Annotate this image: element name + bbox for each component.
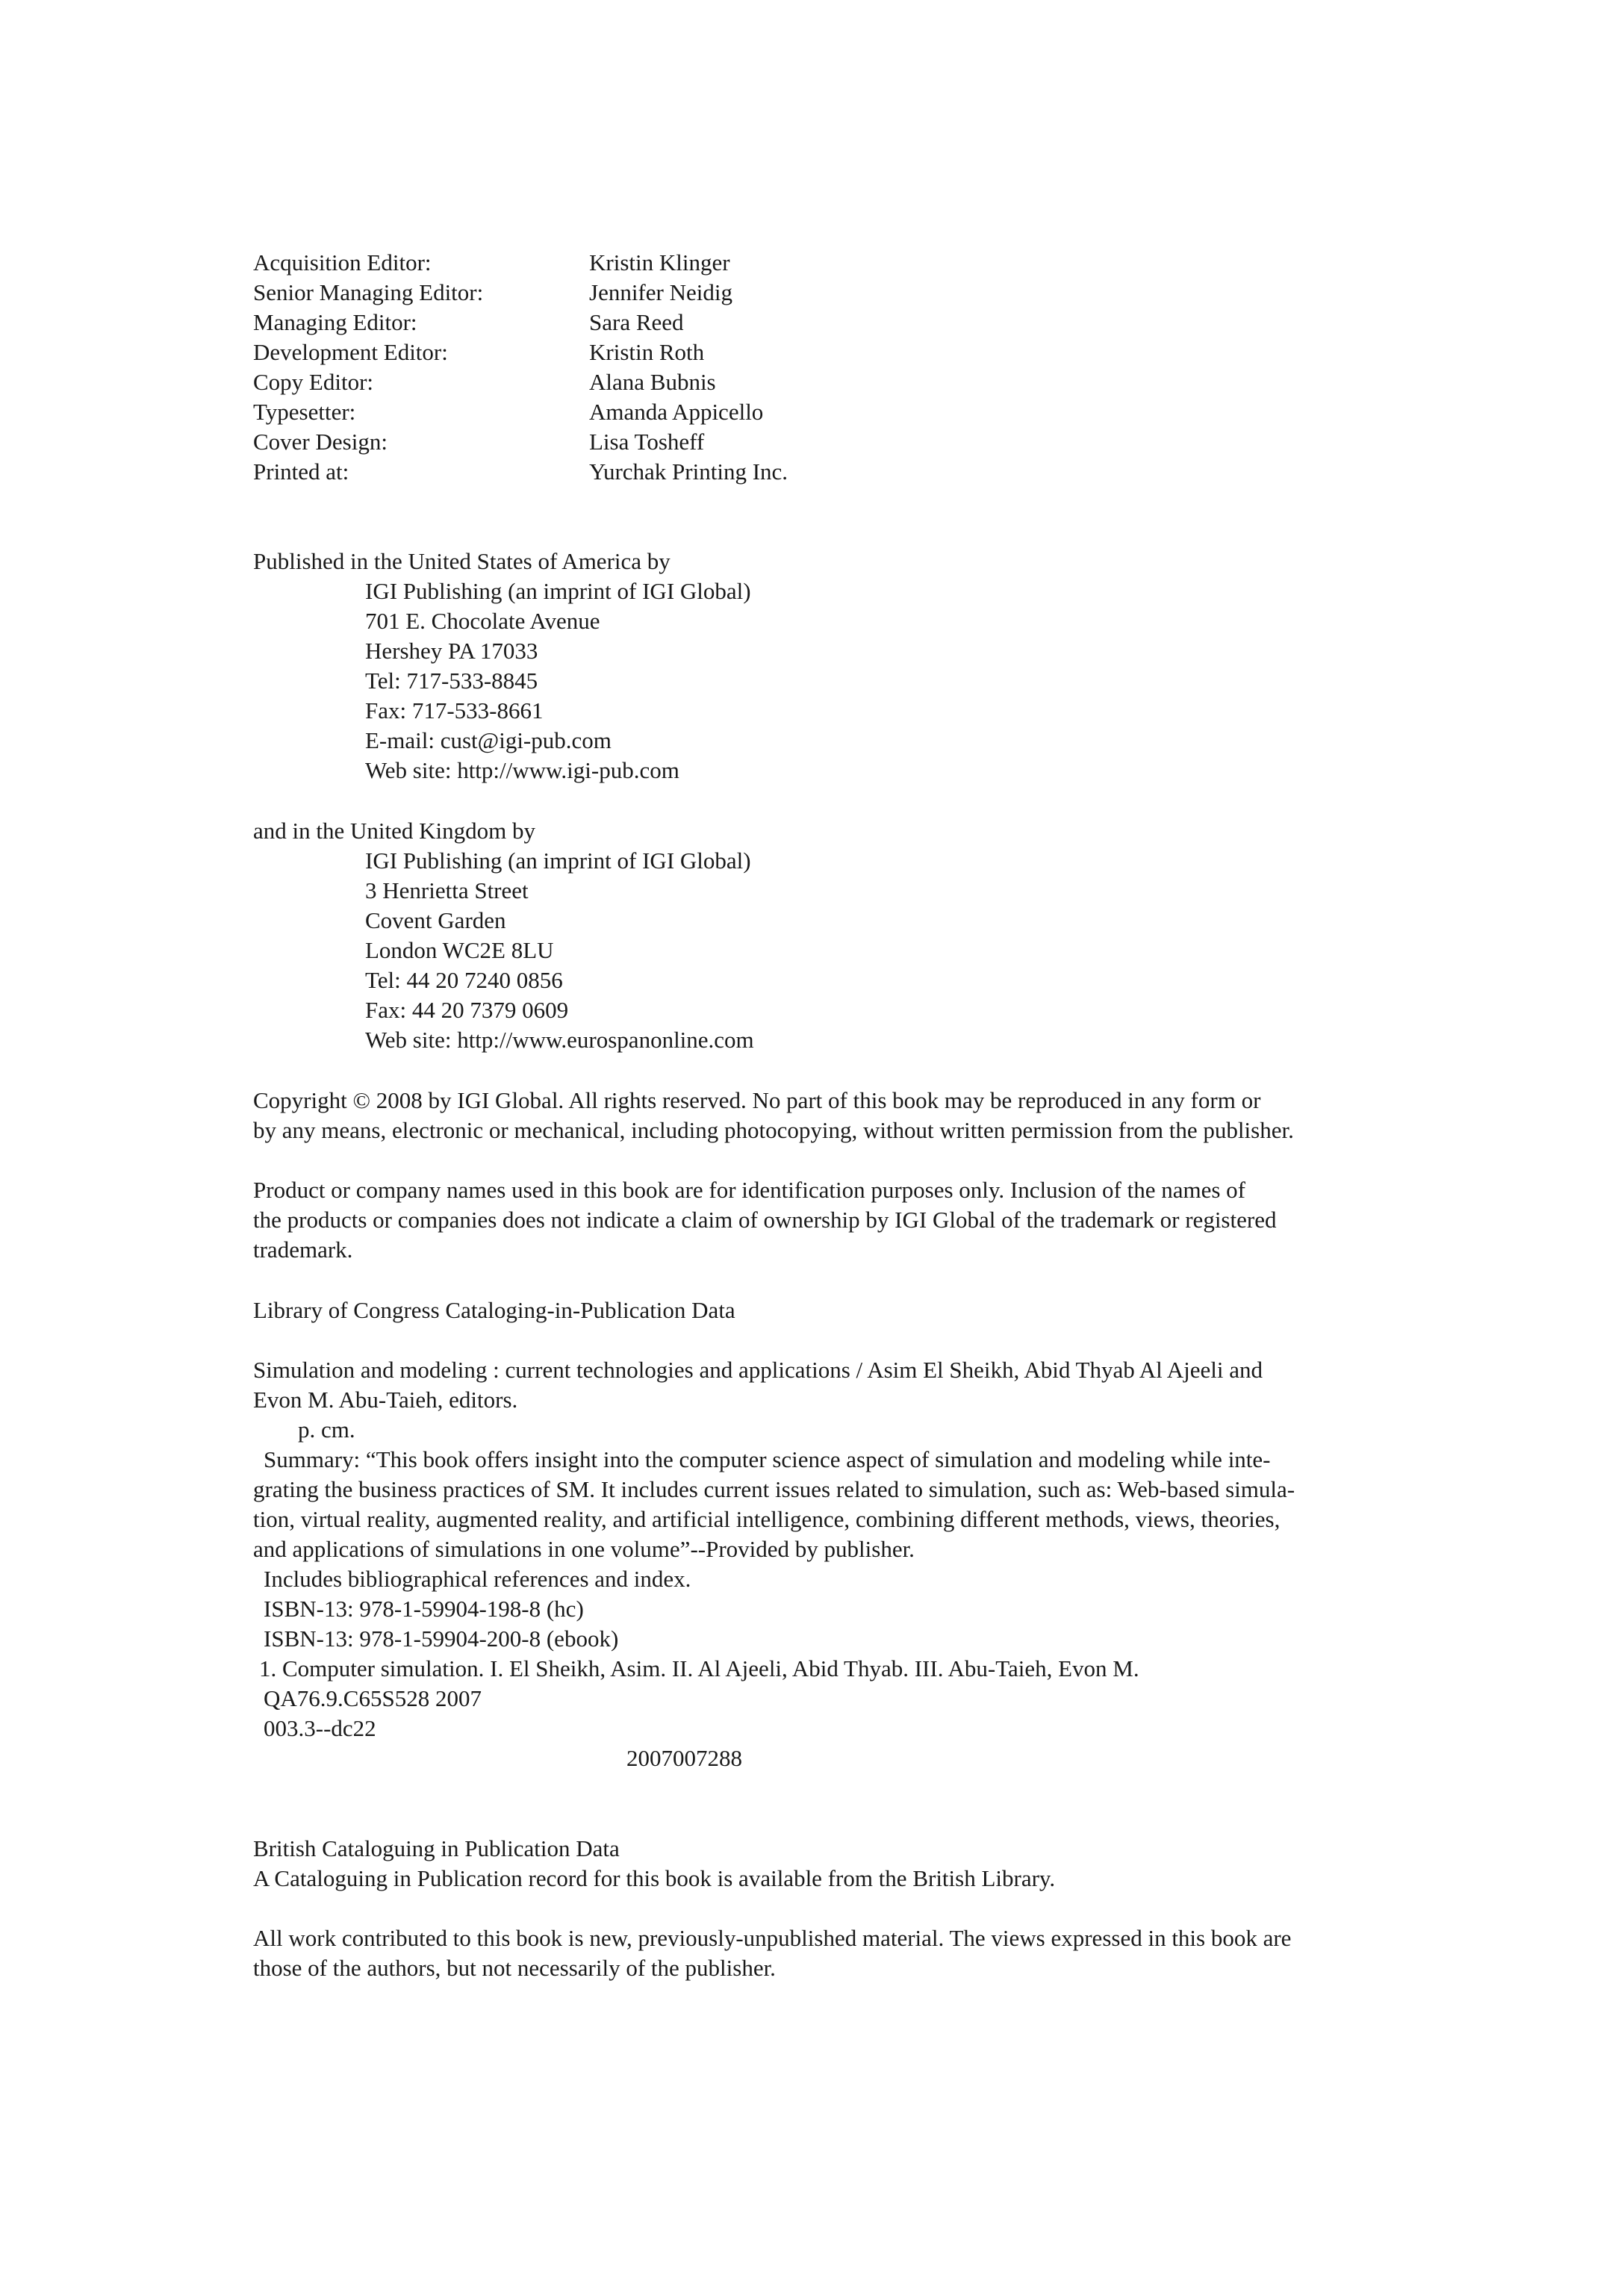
credit-name: Yurchak Printing Inc. [589,458,788,485]
credit-row [253,248,788,278]
cip-lccn: 2007007288 [626,1745,742,1771]
credit-role: Managing Editor: [253,309,417,335]
british-cip-title: British Cataloguing in Publication Data [253,1835,620,1861]
cip-title-line: Simulation and modeling : current technologies and applications / Asim El Sheikh, Abid Thyab Al Ajeeli and [253,1357,1263,1383]
cip-call-number: QA76.9.C65S528 2007 [264,1685,482,1711]
credit-row [253,278,788,308]
british-cip-block [253,1834,1055,1894]
trademark-line: Product or company names used in this book are for identification purposes only. Inclusion of the names of [253,1177,1245,1203]
credit-row [253,457,788,487]
cip-summary-line: grating the business practices of SM. It includes current issues related to simulation, such as: Web-based simula- [253,1476,1295,1502]
cip-biblio: Includes bibliographical references and index. [264,1566,691,1592]
credit-role: Cover Design: [253,429,388,455]
credit-name: Amanda Appicello [589,399,764,425]
credit-name: Jennifer Neidig [589,279,732,305]
us-fax: Fax: 717-533-8661 [365,697,544,724]
us-email: E-mail: cust@igi-pub.com [365,727,612,753]
trademark-line: the products or companies does not indicate a claim of ownership by IGI Global of the trademark or registered [253,1207,1277,1233]
loc-cip-title: Library of Congress Cataloging-in-Publication Data [253,1297,735,1323]
trademark-notice [253,1175,1276,1265]
us-publisher-block [253,547,751,785]
cip-summary-line: tion, virtual reality, augmented reality, and artificial intelligence, combining different methods, views, theories, [253,1506,1281,1532]
cip-isbn-hc: ISBN-13: 978-1-59904-198-8 (hc) [264,1596,584,1622]
uk-city: London WC2E 8LU [365,937,554,963]
us-tel: Tel: 717-533-8845 [365,668,538,694]
uk-publisher-heading: and in the United Kingdom by [253,818,535,844]
copyright-line: by any means, electronic or mechanical, including photocopying, without written permission from the publisher. [253,1117,1294,1143]
credit-name: Kristin Klinger [589,249,730,276]
credit-role: Printed at: [253,458,349,485]
cip-isbn-ebook: ISBN-13: 978-1-59904-200-8 (ebook) [264,1625,619,1652]
cip-summary-line: Summary: “This book offers insight into the computer science aspect of simulation and modeling while inte- [264,1446,1271,1472]
us-website: Web site: http://www.igi-pub.com [365,757,679,783]
uk-fax: Fax: 44 20 7379 0609 [365,997,569,1023]
uk-publisher-block [253,816,754,1055]
us-publisher-name: IGI Publishing (an imprint of IGI Global) [365,578,751,604]
credit-row [253,397,788,427]
loc-cip-record [253,1355,1295,1773]
credit-role: Senior Managing Editor: [253,279,484,305]
credit-role: Typesetter: [253,399,356,425]
disclaimer-notice [253,1923,1291,1983]
copyright-notice [253,1086,1294,1145]
uk-tel: Tel: 44 20 7240 0856 [365,967,563,993]
editorial-credits [253,248,788,487]
credit-name: Alana Bubnis [589,369,716,395]
cip-subjects: 1. Computer simulation. I. El Sheikh, Asim. II. Al Ajeeli, Abid Thyab. III. Abu-Taieh, Evon M. [259,1655,1139,1681]
credit-row [253,337,788,367]
uk-publisher-name: IGI Publishing (an imprint of IGI Global) [365,847,751,874]
british-cip-text: A Cataloguing in Publication record for this book is available from the British Library. [253,1865,1056,1891]
credit-role: Development Editor: [253,339,448,365]
trademark-line: trademark. [253,1236,353,1263]
credit-row [253,367,788,397]
credit-name: Kristin Roth [589,339,705,365]
cip-summary-line: and applications of simulations in one volume”--Provided by publisher. [253,1536,915,1562]
cip-title-line: Evon M. Abu-Taieh, editors. [253,1387,518,1413]
us-publisher-heading: Published in the United States of America by [253,548,671,574]
credit-role: Acquisition Editor: [253,249,432,276]
disclaimer-line: those of the authors, but not necessarily of the publisher. [253,1955,776,1981]
cip-pcm: p. cm. [298,1416,355,1443]
credit-row [253,427,788,457]
cip-dewey: 003.3--dc22 [264,1715,376,1741]
uk-street: 3 Henrietta Street [365,877,529,903]
credit-row [253,308,788,337]
copyright-line: Copyright © 2008 by IGI Global. All rights reserved. No part of this book may be reproduced in any form or [253,1087,1261,1113]
credit-role: Copy Editor: [253,369,374,395]
credit-name: Sara Reed [589,309,684,335]
credit-name: Lisa Tosheff [589,429,705,455]
uk-district: Covent Garden [365,907,506,933]
loc-cip-heading [253,1295,735,1325]
us-city: Hershey PA 17033 [365,638,538,664]
us-street: 701 E. Chocolate Avenue [365,608,600,634]
uk-website: Web site: http://www.eurospanonline.com [365,1027,754,1053]
disclaimer-line: All work contributed to this book is new, previously-unpublished material. The views expressed in this book are [253,1925,1292,1951]
